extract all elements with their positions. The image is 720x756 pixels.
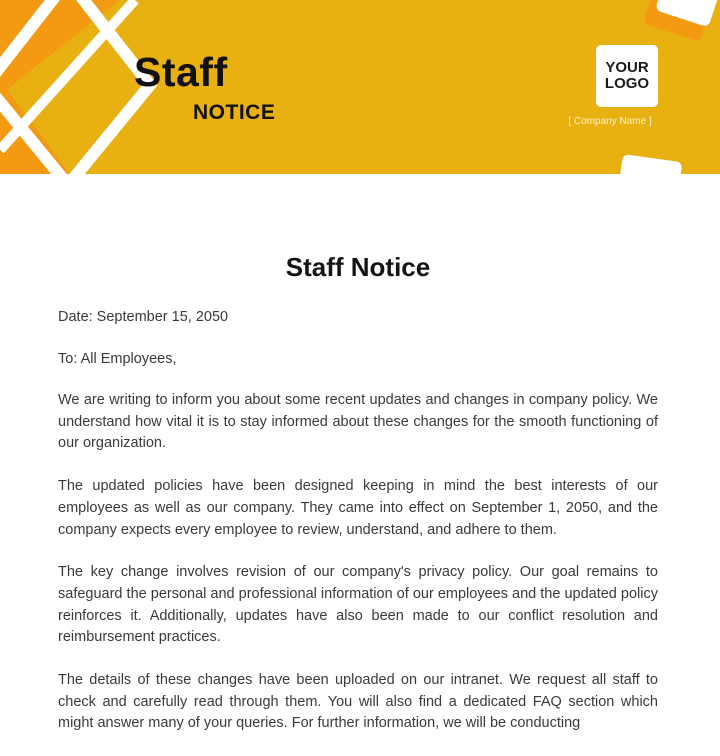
notice-date: Date: September 15, 2050: [58, 309, 229, 325]
paragraph-policies: The updated policies have been designed keeping in mind the best interests of our employees as well as our company. They came into effect on September 1, 2050, and the company expects every employee to review, understand, and adhere to them.: [58, 478, 658, 538]
header-banner: [0, 0, 720, 174]
logo-text-line1: YOUR: [605, 59, 649, 76]
paragraph-details: The details of these changes have been uploaded on our intranet. We request all staff to check and carefully read through them. You will also find a dedicated FAQ section which might answer many of your queries. For further information, we will be conducting: [58, 672, 658, 732]
paragraph-key-change: The key change involves revision of our company's privacy policy. Our goal remains to safeguard the personal and professional information of our employees and the updated policy reinforces it. Additionally, updates have also been made to our conflict resolution and reimbursement practices.: [58, 564, 658, 646]
paragraph-intro: We are writing to inform you about some recent updates and changes in company policy. We understand how vital it is to stay informed about these changes for the smooth functioning of our organization.: [58, 392, 658, 452]
document-body: [58, 252, 658, 756]
notice-recipient: To: All Employees,: [58, 351, 177, 367]
document-title: Staff Notice: [285, 252, 431, 282]
company-logo: [596, 45, 658, 107]
company-name: [ Company Name ]: [568, 116, 652, 127]
orange-triangle-bottom: [0, 80, 70, 174]
bottom-white-shape: [618, 154, 683, 174]
banner-subtitle: NOTICE: [193, 101, 276, 124]
logo-text-line2: LOGO: [604, 75, 650, 92]
banner-title: Staff: [134, 49, 228, 95]
